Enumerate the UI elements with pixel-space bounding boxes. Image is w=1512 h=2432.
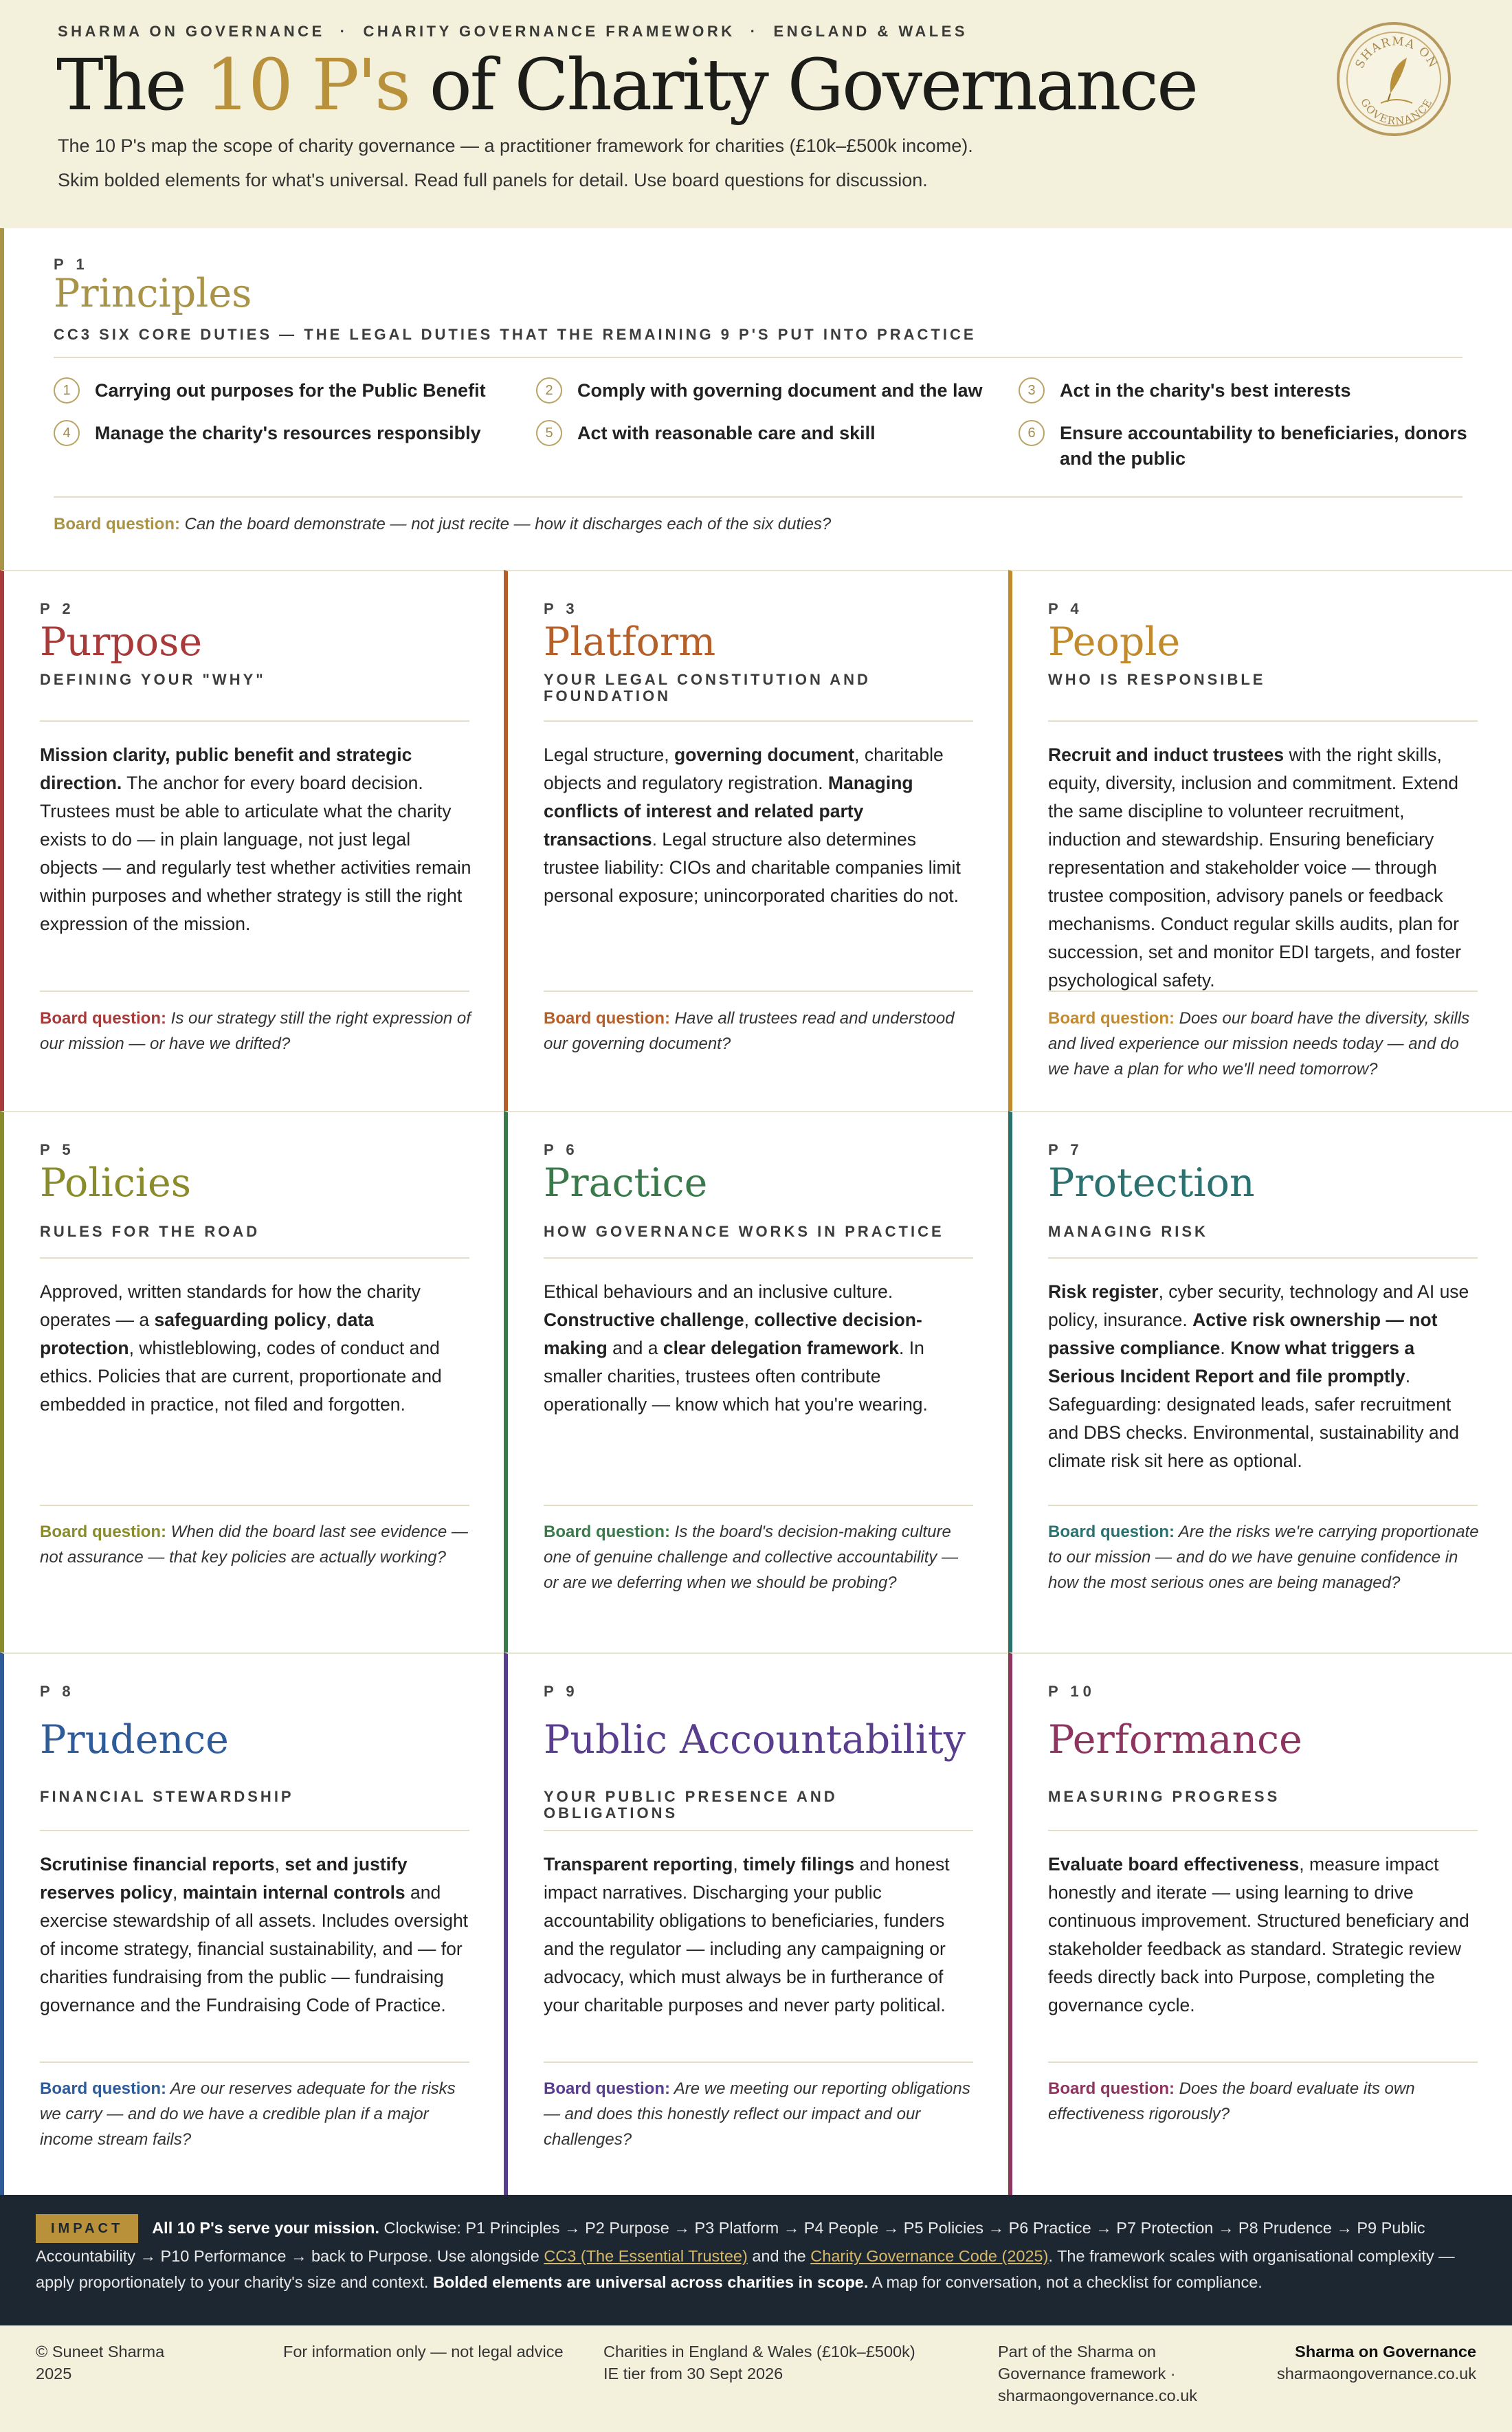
board-question-label: Board question: bbox=[544, 2079, 670, 2098]
board-question-text: Are our reserves adequate for the risks we carry — and do we have a credible plan if a major income stream fails? bbox=[40, 2079, 456, 2149]
divider bbox=[40, 720, 469, 722]
panel-body: Evaluate board effectiveness, measure impact honestly and iterate — using learning to drive continuous improvement. Structured beneficiary and stakeholder feedback as standard. Strategic review feeds directly back into Purpose, completing the governance cycle. bbox=[1048, 1854, 1469, 2015]
board-question bbox=[1048, 2076, 1481, 2127]
impact-text: IMPACT All 10 P's serve your mission. Clockwise: P1 Principles → P2 Purpose → P3 Platform → P4 People → P5 Policies → P6 Practice → P7 Protection → P8 Prudence → P9 Public Accountability → P10 Performance → back to Purpose. Use alongside CC3 (The Essential Trustee) and the Charity Governance Code (2025). The framework scales with organisational complexity — apply proportionately to your charity's size and context. Bolded elements are universal across charities in scope. A map for conversation, not a checklist for compliance. bbox=[36, 2214, 1479, 2295]
board-question-text: Have all trustees read and understood our governing document? bbox=[544, 1009, 955, 1053]
divider bbox=[544, 1257, 973, 1259]
panel-body: Legal structure, governing document, charitable objects and regulatory registration. Managing conflicts of interest and related party transactions. Legal structure also determines trustee liability: CIOs and charitable companies limit personal exposure; unincorporated charities do not. bbox=[544, 744, 961, 906]
panel-title: Prudence bbox=[40, 1717, 229, 1762]
panel-label: P 6 bbox=[544, 1141, 579, 1158]
divider bbox=[40, 991, 469, 992]
panel-tagline: RULES FOR THE ROAD bbox=[40, 1223, 260, 1240]
impact-banner bbox=[0, 2195, 1512, 2325]
duty-item: Act in the charity's best interests bbox=[1060, 380, 1351, 401]
impact-bold: Bolded elements are universal across charities in scope. bbox=[432, 2273, 869, 2291]
duty-number: 4 bbox=[54, 420, 80, 446]
divider bbox=[1048, 1830, 1478, 1831]
duty-item: Act with reasonable care and skill bbox=[577, 423, 876, 443]
board-question bbox=[544, 1519, 977, 1595]
duty-item: Manage the charity's resources responsibly bbox=[95, 423, 481, 443]
panel-label: P 4 bbox=[1048, 600, 1083, 617]
board-question-label: Board question: bbox=[54, 515, 180, 533]
panel-tagline: MANAGING RISK bbox=[1048, 1223, 1208, 1240]
panel-body: Recruit and induct trustees with the right skills, equity, diversity, inclusion and commitment. Extend the same discipline to volunteer recruitment, induction and stewardship. Ensuring beneficiary representation and stakeholder voice — through trustee composition, advisory panels or feedback mechanisms. Conduct regular skills audits, plan for succession, set and monitor EDI targets, and foster psychological safety. bbox=[1048, 744, 1461, 991]
header-topline bbox=[58, 23, 968, 41]
footer-url[interactable]: sharmaongovernance.co.uk bbox=[1276, 2365, 1476, 2383]
divider bbox=[54, 496, 1463, 498]
board-question-label: Board question: bbox=[1048, 2079, 1175, 2098]
panel-label: P 10 bbox=[1048, 1683, 1096, 1700]
divider bbox=[1048, 720, 1478, 722]
divider bbox=[1048, 2061, 1478, 2063]
panel-public bbox=[504, 1652, 1008, 2195]
panel-title: Purpose bbox=[40, 619, 203, 665]
page-footer bbox=[0, 2325, 1512, 2432]
panel-principles bbox=[0, 228, 1512, 570]
duty-item: Carrying out purposes for the Public Benefit bbox=[95, 380, 486, 401]
board-question bbox=[54, 511, 1463, 537]
board-question bbox=[1048, 1519, 1481, 1595]
panel-tagline: YOUR LEGAL CONSTITUTION AND FOUNDATION bbox=[544, 671, 871, 705]
panel-title: Platform bbox=[544, 619, 716, 665]
panel-policies bbox=[0, 1111, 504, 1652]
panel-title: Policies bbox=[40, 1160, 191, 1206]
svg-text:SHARMA ON bbox=[1353, 35, 1441, 71]
duty-number: 6 bbox=[1019, 420, 1045, 446]
board-question-label: Board question: bbox=[1048, 1523, 1175, 1541]
panel-tagline: WHO IS RESPONSIBLE bbox=[1048, 671, 1266, 688]
panel-body: Scrutinise financial reports, set and justify reserves policy, maintain internal controls and exercise stewardship of all assets. Includes oversight of income strategy, financial sustainability, and — for charities fundraising from the public — fundraising governance and the Fundraising Code of Practice. bbox=[40, 1854, 469, 2015]
panel-tagline: YOUR PUBLIC PRESENCE AND OBLIGATIONS bbox=[544, 1788, 838, 1822]
panel-tagline: HOW GOVERNANCE WORKS IN PRACTICE bbox=[544, 1223, 944, 1240]
panel-label: P 9 bbox=[544, 1683, 579, 1700]
footer-scope: Charities in England & Wales (£10k–£500k) IE tier from 30 Sept 2026 bbox=[603, 2343, 915, 2383]
duty-number: 1 bbox=[54, 377, 80, 404]
divider bbox=[544, 720, 973, 722]
panel-platform bbox=[504, 570, 1008, 1111]
board-question bbox=[40, 1519, 473, 1570]
panel-title: Performance bbox=[1048, 1717, 1302, 1762]
footer-disclaimer: For information only — not legal advice bbox=[283, 2343, 564, 2361]
board-question-label: Board question: bbox=[544, 1009, 670, 1028]
panel-tagline: CC3 SIX CORE DUTIES — THE LEGAL DUTIES THAT THE REMAINING 9 P'S PUT INTO PRACTICE bbox=[54, 326, 977, 343]
divider bbox=[1048, 991, 1478, 992]
divider bbox=[1048, 1257, 1478, 1259]
board-question bbox=[40, 2076, 473, 2152]
panel-people bbox=[1008, 570, 1512, 1111]
board-question-label: Board question: bbox=[40, 2079, 166, 2098]
link-cc3[interactable]: CC3 (The Essential Trustee) bbox=[544, 2247, 748, 2265]
logo-seal bbox=[1337, 22, 1451, 136]
panel-performance bbox=[1008, 1652, 1512, 2195]
divider bbox=[544, 991, 973, 992]
board-question-text: When did the board last see evidence — not assurance — that key policies are actually working? bbox=[40, 1523, 468, 1567]
divider bbox=[544, 1830, 973, 1831]
board-question-text: Does the board evaluate its own effectiveness rigorously? bbox=[1048, 2079, 1415, 2123]
panel-label: P 1 bbox=[54, 256, 89, 273]
board-question-text: Is our strategy still the right expression of our mission — or have we drifted? bbox=[40, 1009, 471, 1053]
panel-title: Practice bbox=[544, 1160, 708, 1206]
divider bbox=[40, 2061, 469, 2063]
topline-separator: · bbox=[340, 23, 348, 40]
panel-tagline: FINANCIAL STEWARDSHIP bbox=[40, 1788, 294, 1805]
divider bbox=[40, 1505, 469, 1506]
divider bbox=[54, 357, 1463, 358]
board-question bbox=[1048, 1006, 1481, 1082]
board-question-text: Can the board demonstrate — not just recite — how it discharges each of the six duties? bbox=[184, 515, 832, 533]
topline-framework: CHARITY GOVERNANCE FRAMEWORK bbox=[363, 23, 735, 40]
board-question-text: Is the board's decision-making culture one of genuine challenge and collective accountability — or are we deferring when we should be probing? bbox=[544, 1523, 959, 1592]
divider bbox=[40, 1830, 469, 1831]
quill-icon bbox=[1381, 58, 1412, 103]
board-question-label: Board question: bbox=[1048, 1009, 1175, 1028]
page-title: The 10 P's of Charity Governance bbox=[56, 44, 1197, 126]
panel-body: Risk register, cyber security, technology and AI use policy, insurance. Active risk ownership — not passive compliance. Know what triggers a Serious Incident Report and file promptly. Safeguarding: designated leads, safer recruitment and DBS checks. Environmental, sustainability and climate risk sit here as optional. bbox=[1048, 1281, 1469, 1471]
panel-title: Public Accountability bbox=[544, 1717, 966, 1762]
panel-protection bbox=[1008, 1111, 1512, 1652]
panel-title: Principles bbox=[54, 271, 252, 316]
panel-tagline: MEASURING PROGRESS bbox=[1048, 1788, 1280, 1805]
panel-label: P 7 bbox=[1048, 1141, 1083, 1158]
panel-label: P 2 bbox=[40, 600, 75, 617]
board-question-label: Board question: bbox=[40, 1523, 166, 1541]
impact-lead: All 10 P's serve your mission. bbox=[152, 2219, 380, 2237]
board-question-label: Board question: bbox=[40, 1009, 166, 1028]
panel-purpose bbox=[0, 570, 504, 1111]
panel-title: Protection bbox=[1048, 1160, 1255, 1206]
footer-framework: Part of the Sharma on Governance framework · sharmaongovernance.co.uk bbox=[998, 2343, 1198, 2405]
panel-body: Transparent reporting, timely filings and honest impact narratives. Discharging your public accountability obligations to beneficiaries, funders and the regulator — including any campaigning or advocacy, which must always be in furtherance of your charitable purposes and never party political. bbox=[544, 1854, 950, 2015]
topline-brand: SHARMA ON GOVERNANCE bbox=[58, 23, 325, 40]
topline-region: ENGLAND & WALES bbox=[773, 23, 968, 40]
panel-body: Mission clarity, public benefit and strategic direction. The anchor for every board decision. Trustees must be able to articulate what the charity exists to do — in plain language, not just legal objects — and regularly test whether activities remain within purposes and whether strategy is still the right expression of the mission. bbox=[40, 744, 471, 934]
topline-separator: · bbox=[750, 23, 759, 40]
board-question-text: Are we meeting our reporting obligations — and does this honestly reflect our impact and our challenges? bbox=[544, 2079, 970, 2149]
footer-copyright: © Suneet Sharma 2025 bbox=[36, 2343, 165, 2383]
board-question-text: Are the risks we're carrying proportionate to our mission — and do we have genuine confidence in how the most serious ones are being managed? bbox=[1048, 1523, 1479, 1592]
duty-number: 3 bbox=[1019, 377, 1045, 404]
subtitle-line-1: The 10 P's map the scope of charity governance — a practitioner framework for charities (£10k–£500k income). bbox=[58, 135, 973, 156]
board-question bbox=[544, 2076, 977, 2152]
board-question bbox=[544, 1006, 977, 1057]
panel-body: Approved, written standards for how the charity operates — a safeguarding policy, data protection, whistleblowing, codes of conduct and ethics. Policies that are current, proportionate and embedded in practice, not filed and forgotten. bbox=[40, 1281, 442, 1415]
divider bbox=[544, 1505, 973, 1506]
impact-pill: IMPACT bbox=[36, 2214, 138, 2243]
panel-tagline: DEFINING YOUR "WHY" bbox=[40, 671, 266, 688]
panel-prudence bbox=[0, 1652, 504, 2195]
page-header bbox=[0, 0, 1512, 228]
seal-top-text: SHARMA ON bbox=[1353, 34, 1441, 71]
duty-item: Ensure accountability to beneficiaries, donors and the public bbox=[1060, 423, 1467, 469]
seal-bottom-text: GOVERNANCE bbox=[1358, 96, 1435, 128]
divider bbox=[544, 2061, 973, 2063]
link-governance-code[interactable]: Charity Governance Code (2025) bbox=[810, 2247, 1049, 2265]
title-accent: 10 P's bbox=[205, 44, 410, 126]
board-question bbox=[40, 1006, 473, 1057]
duty-item: Comply with governing document and the law bbox=[577, 380, 983, 401]
divider bbox=[1048, 1505, 1478, 1506]
seal-graphic bbox=[1339, 25, 1454, 139]
panel-label: P 5 bbox=[40, 1141, 75, 1158]
subtitle-line-2: Skim bolded elements for what's universal. Read full panels for detail. Use board questions for discussion. bbox=[58, 170, 928, 190]
board-question-text: Does our board have the diversity, skills and lived experience our mission needs today — and do we have a plan for who we'll need tomorrow? bbox=[1048, 1009, 1470, 1079]
panel-practice bbox=[504, 1111, 1008, 1652]
panel-title: People bbox=[1048, 619, 1181, 665]
panel-label: P 8 bbox=[40, 1683, 75, 1700]
duty-number: 2 bbox=[536, 377, 562, 404]
panel-body: Ethical behaviours and an inclusive culture. Constructive challenge, collective decision-making and a clear delegation framework. In smaller charities, trustees often contribute operationally — know which hat you're wearing. bbox=[544, 1281, 928, 1415]
footer-brand: Sharma on Governance sharmaongovernance.co.uk bbox=[1276, 2343, 1476, 2383]
duty-number: 5 bbox=[536, 420, 562, 446]
board-question-label: Board question: bbox=[544, 1523, 670, 1541]
panel-label: P 3 bbox=[544, 600, 579, 617]
svg-text:GOVERNANCE bbox=[1358, 96, 1435, 127]
divider bbox=[40, 1257, 469, 1259]
